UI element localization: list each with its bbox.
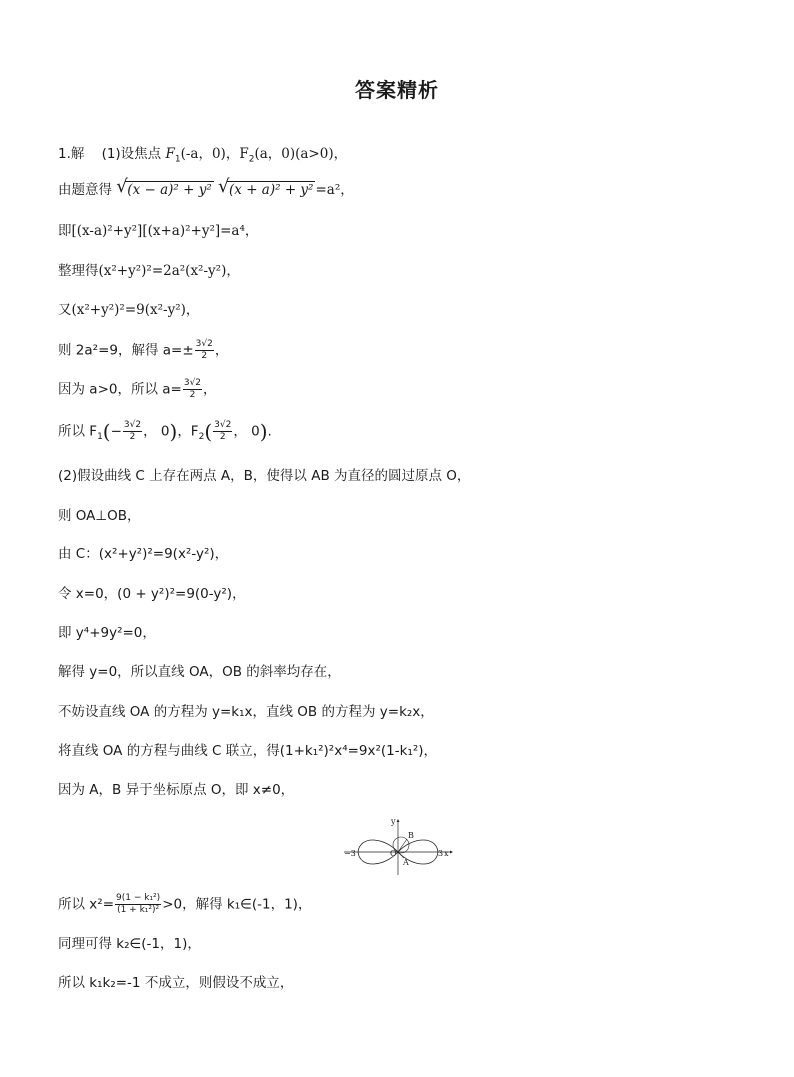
solution-line-11: 由 C：(x²+y²)²=9(x²-y²)， bbox=[58, 546, 229, 562]
focus-f1-coords: (-a，0)，F bbox=[180, 146, 249, 162]
sub-2: 2 bbox=[198, 432, 205, 443]
solution-line-7 bbox=[58, 378, 217, 401]
line7-pre: 因为 a>0，所以 a= bbox=[58, 381, 182, 398]
solution-line-13: 即 y⁴+9y²=0， bbox=[58, 625, 156, 641]
solution-line-4: 整理得(x²+y²)²=2a²(x²-y²)， bbox=[58, 263, 240, 279]
solution-line-8 bbox=[58, 420, 272, 443]
zero: ， 0 bbox=[233, 423, 260, 440]
line6-tail: ， bbox=[214, 342, 229, 359]
fraction: $\frac{3√2}{2}$ bbox=[214, 420, 232, 442]
solution-line-20: 所以 k₁k₂=-1 不成立，则假设不成立， bbox=[58, 975, 294, 991]
solution-line-6 bbox=[58, 339, 228, 362]
part1-intro: (1)设焦点 bbox=[101, 146, 162, 162]
focus-f2-coords: (a，0)(a>0)， bbox=[254, 146, 348, 162]
minus-sign: − bbox=[110, 423, 122, 440]
lemniscate-figure bbox=[340, 815, 460, 877]
solution-line-9: (2)假设曲线 C 上存在两点 A，B，使得以 AB 为直径的圆过原点 O， bbox=[58, 468, 471, 484]
sub-1: 1 bbox=[97, 432, 103, 443]
label-a: A bbox=[403, 858, 409, 867]
sqrt-1: √ (x − a)² + y² bbox=[116, 176, 212, 198]
solution-line-2 bbox=[58, 176, 354, 199]
line2-tail: =a²， bbox=[315, 182, 354, 198]
page-title: 答案精析 bbox=[355, 78, 439, 102]
solution-head: 1.解 bbox=[58, 146, 85, 162]
fraction: $\frac{3√2}{2}$ bbox=[123, 420, 142, 442]
solution-line-15: 不妨设直线 OA 的方程为 y=k₁x，直线 OB 的方程为 y=k₂x， bbox=[58, 704, 434, 720]
line7-tail: ， bbox=[203, 381, 217, 398]
label-y: y bbox=[391, 817, 396, 826]
line2-text: 由题意得 bbox=[58, 182, 112, 198]
solution-line-12: 令 x=0，(0 + y²)²=9(0-y²)， bbox=[58, 586, 246, 602]
left-paren: ( bbox=[102, 419, 111, 444]
solution-line-17: 因为 A，B 异于坐标原点 O，即 x≠0， bbox=[58, 782, 295, 798]
solution-line-14: 解得 y=0，所以直线 OA，OB 的斜率均存在， bbox=[58, 664, 341, 680]
solution-line-5: 又(x²+y²)²=9(x²-y²)， bbox=[58, 302, 200, 318]
solution-line-18 bbox=[58, 893, 311, 916]
sqrt-2: √ (x + a)² + y² bbox=[218, 176, 314, 198]
solution-line-1 bbox=[58, 145, 347, 163]
solution-line-10: 则 OA⊥OB， bbox=[58, 508, 141, 524]
label-x: x bbox=[444, 849, 449, 858]
label-neg3: −3 bbox=[344, 849, 356, 858]
sub-1: 1 bbox=[174, 154, 181, 165]
label-b: B bbox=[408, 831, 414, 840]
right-paren: ) bbox=[259, 419, 268, 444]
solution-line-16: 将直线 OA 的方程与曲线 C 联立，得(1+k₁²)²x⁴=9x²(1-k₁²)， bbox=[58, 743, 438, 759]
focus-f1: F bbox=[165, 146, 175, 162]
solution-line-19: 同理可得 k₂∈(-1，1)， bbox=[58, 936, 201, 952]
fraction: $\frac{3√2}{2}$ bbox=[195, 339, 213, 361]
line8-tail: . bbox=[267, 423, 272, 440]
zero: ， 0 bbox=[143, 423, 170, 440]
line8-pre: 所以 F bbox=[58, 423, 98, 440]
line6-pre: 则 2a²=9，解得 a=± bbox=[58, 342, 194, 359]
sub-2: 2 bbox=[248, 154, 255, 165]
fraction: $\frac{3√2}{2}$ bbox=[183, 378, 202, 400]
solution-line-3: 即[(x-a)²+y²][(x+a)²+y²]=a⁴， bbox=[58, 223, 259, 239]
line18-pre: 所以 x²= bbox=[58, 896, 115, 913]
label-o: O bbox=[390, 849, 397, 858]
line18-tail: >0，解得 k₁∈(-1，1)， bbox=[162, 896, 312, 913]
label-pos3: 3 bbox=[438, 849, 444, 858]
x-axis-arrow-icon bbox=[450, 851, 453, 854]
fraction: $\frac{\text{9(1 − k₁²)}}{\text{(1 + k₁²)²}}$ bbox=[116, 893, 161, 915]
y-axis-arrow-icon bbox=[397, 819, 400, 822]
right-paren: ) bbox=[169, 419, 178, 444]
left-paren: ( bbox=[204, 419, 213, 444]
line8-mid: ，F bbox=[177, 423, 199, 440]
